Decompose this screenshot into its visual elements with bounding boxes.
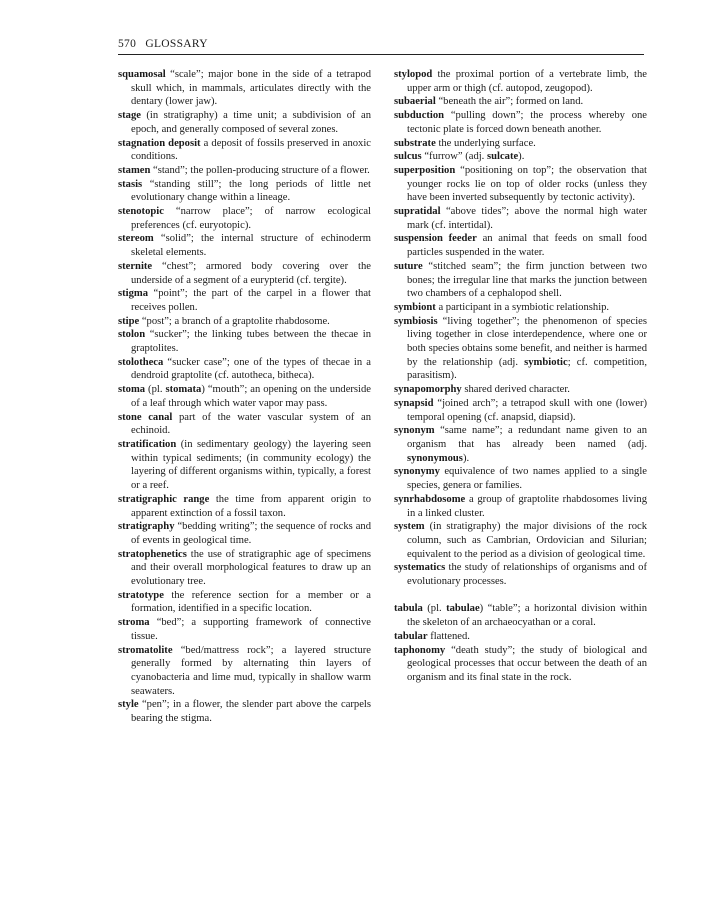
glossary-entry [394, 520, 647, 561]
glossary-entry [394, 465, 647, 492]
glossary-term: stroma [118, 617, 150, 629]
glossary-definition: “death study”; the study of biological and geological processes that occur between the death of an organism and its final state in the rock. [407, 644, 647, 683]
glossary-term: stolon [118, 329, 146, 341]
glossary-term: symbiont [394, 301, 436, 313]
glossary-definition: “sucker case”; one of the types of thecae in a dendroid graptolite (cf. autotheca, bitheca). [131, 356, 371, 382]
glossary-definition: part of the water vascular system of an echinoid. [131, 411, 371, 437]
glossary-entry [394, 561, 647, 588]
glossary-term: stylopod [394, 69, 433, 80]
glossary-entry [118, 356, 371, 383]
glossary-entry [394, 150, 647, 164]
glossary-definition: the study of relationships of organisms and of evolutionary processes. [407, 562, 647, 588]
glossary-term: sulcus [394, 151, 422, 163]
glossary-definition: the underlying surface. [435, 137, 536, 149]
glossary-term: taphonomy [394, 644, 446, 656]
glossary-term: stratotype [118, 589, 164, 601]
glossary-term: stamen [118, 164, 151, 176]
glossary-term: superposition [394, 164, 456, 176]
glossary-entry [394, 137, 647, 151]
glossary-entry [394, 383, 647, 397]
glossary-entry [394, 95, 647, 109]
glossary-entry [118, 548, 371, 589]
glossary-definition: an animal that feeds on small food particles suspended in the water. [407, 233, 647, 259]
glossary-term: synapsid [394, 397, 434, 409]
glossary-term: stenotopic [118, 206, 164, 218]
glossary-term: tabular [394, 630, 428, 642]
glossary-entry [118, 328, 371, 355]
glossary-entry [118, 260, 371, 287]
glossary-term: stratification [118, 438, 177, 450]
glossary-term: subaerial [394, 96, 436, 108]
glossary-definition: (in stratigraphy) a time unit; a subdivision of an epoch, and generally composed of several zones. [131, 110, 371, 135]
glossary-term: stage [118, 110, 141, 122]
glossary-term: stromatolite [118, 644, 173, 656]
glossary-entry [394, 644, 647, 685]
glossary-definition: “living together”; the phenomenon of species living together in close interdependence, where one or both species obtains some benefit, and neither is harmed by the relationship (adj. [407, 315, 647, 368]
glossary-entry [394, 424, 647, 465]
glossary-term: supratidal [394, 206, 441, 218]
glossary-entry [118, 438, 371, 493]
glossary-definition: “joined arch”; a tetrapod skull with one (lower) temporal opening (cf. anapsid, diapsid). [407, 397, 647, 423]
glossary-term: stone canal [118, 411, 173, 423]
glossary-definition: flattened. [427, 630, 470, 642]
glossary-term-variant: symbiotic [524, 356, 568, 368]
glossary-term: stratigraphy [118, 521, 175, 533]
glossary-definition: ; cf. competition, parasitism). [407, 356, 648, 382]
glossary-definition: “pulling down”; the process whereby one tectonic plate is forced down beneath another. [407, 110, 647, 135]
glossary-entry [394, 397, 647, 424]
glossary-entry [118, 383, 371, 410]
glossary-definition: “pen”; in a flower, the slender part above the carpels bearing the stigma. [131, 699, 371, 725]
glossary-term: squamosal [118, 69, 166, 80]
glossary-term: stigma [118, 288, 149, 300]
glossary-term: stipe [118, 315, 140, 327]
glossary-term: synapomorphy [394, 384, 462, 396]
page-number: 570 [118, 38, 137, 50]
glossary-definition: the reference section for a member or a formation, identified in a specific location. [131, 589, 371, 615]
glossary-entry [394, 630, 647, 644]
glossary-entry [118, 698, 371, 725]
glossary-definition: a deposit of fossils preserved in anoxic conditions. [131, 137, 371, 163]
glossary-entry [118, 493, 371, 520]
glossary-definition: “sucker”; the linking tubes between the thecae in graptolites. [131, 329, 371, 355]
glossary-definition: a group of graptolite rhabdosomes living in a linked cluster. [407, 493, 647, 519]
glossary-definition: “stitched seam”; the firm junction between two bones; the irregular line that marks the junction between two chambers of a cephalopod shell. [407, 260, 647, 300]
glossary-entry [118, 232, 371, 259]
glossary-definition: “above tides”; above the normal high water mark (cf. intertidal). [407, 206, 647, 231]
glossary-term: stagnation deposit [118, 137, 201, 149]
glossary-definition: “stand”; the pollen-producing structure of a flower. [150, 164, 370, 176]
glossary-entry [394, 232, 647, 259]
glossary-term: synrhabdosome [394, 493, 466, 505]
glossary-entry [118, 287, 371, 314]
glossary-definition: ). [462, 452, 470, 464]
glossary-term: stoma [118, 384, 146, 396]
glossary-term: stereom [118, 233, 154, 245]
glossary-entry [394, 315, 647, 384]
glossary-entry [394, 301, 647, 315]
glossary-entry [118, 68, 371, 109]
glossary-term: subduction [394, 110, 445, 122]
glossary-entry [394, 109, 647, 136]
glossary-term: systematics [394, 562, 446, 574]
glossary-definition: “scale”; major bone in the side of a tetrapod skull which, in mammals, articulates directly with the dentary (lower jaw). [131, 69, 371, 108]
glossary-definition: “standing still”; the long periods of little net evolutionary change within a lineage. [131, 178, 371, 204]
glossary-term: style [118, 699, 139, 711]
glossary-entry [118, 411, 371, 438]
glossary-term: stratophenetics [118, 548, 187, 560]
glossary-term: sternite [118, 260, 153, 272]
glossary-definition: (pl. [145, 384, 166, 396]
glossary-definition: “bedding writing”; the sequence of rocks and of events in geological time. [131, 521, 371, 546]
glossary-definition: “chest”; armored body covering over the underside of a segment of a eurypterid (cf. tergite). [131, 260, 371, 286]
glossary-entry [394, 68, 647, 95]
glossary-definition: “bed”; a supporting framework of connective tissue. [131, 617, 371, 642]
glossary-term: system [394, 521, 425, 533]
glossary-definition: “post”; a branch of a graptolite rhabdosome. [139, 315, 330, 327]
glossary-term: suspension feeder [394, 233, 477, 245]
glossary-term: substrate [394, 137, 436, 149]
glossary-term-variant: synonymous [407, 452, 463, 464]
glossary-term: synonym [394, 425, 435, 437]
glossary-definition: the proximal portion of a vertebrate limb, the upper arm or thigh (cf. autopod, zeugopod). [407, 69, 647, 94]
glossary-term-variant: stomata [165, 384, 202, 396]
glossary-entry [118, 178, 371, 205]
glossary-entry [394, 493, 647, 520]
glossary-definition: shared derived character. [461, 384, 570, 396]
glossary-definition: (in sedimentary geology) the layering seen within typical sediments; (in community ecology) the layering of different organisms within, typically, a forest or a reef. [131, 438, 371, 492]
glossary-definition: “beneath the air”; formed on land. [435, 96, 584, 108]
glossary-entry [394, 260, 647, 301]
glossary-definition: equivalence of two names applied to a single species, genera or families. [407, 466, 647, 492]
glossary-entry [118, 205, 371, 232]
glossary-definition: ) “mouth”; an opening on the underside of a leaf through which water vapor may pass. [131, 384, 371, 409]
glossary-term-variant: tabulae [446, 603, 480, 615]
glossary-term-variant: sulcate [486, 151, 519, 163]
glossary-term: stratigraphic range [118, 493, 210, 505]
glossary-term: synonymy [394, 466, 440, 478]
glossary-definition: the use of stratigraphic age of specimens and their overall morphological features to draw up an evolutionary tree. [131, 548, 371, 588]
glossary-term: suture [394, 260, 423, 272]
glossary-right-column [394, 68, 647, 685]
glossary-definition: (pl. [422, 603, 447, 615]
glossary-definition: the time from apparent origin to apparent extinction of a fossil taxon. [131, 493, 371, 519]
glossary-definition: “bed/mattress rock”; a layered structure generally formed by alternating thin layers of cyanobacteria and lime mud, typically in shallow warm seawaters. [131, 644, 371, 697]
glossary-term: stolotheca [118, 356, 164, 368]
glossary-term: tabula [394, 603, 423, 615]
glossary-entry [118, 137, 371, 164]
glossary-entry [118, 616, 371, 643]
glossary-definition: “solid”; the internal structure of echinoderm skeletal elements. [131, 233, 371, 259]
glossary-definition: “same name”; a redundant name given to an organism that has already been named (adj. [407, 425, 647, 450]
glossary-term: symbiosis [394, 315, 438, 327]
glossary-entry [118, 164, 371, 178]
glossary-entry [394, 602, 647, 629]
glossary-entry [118, 315, 371, 329]
glossary-entry [118, 644, 371, 699]
page-header [118, 38, 644, 55]
section-title: GLOSSARY [145, 38, 208, 50]
glossary-left-column [118, 68, 371, 726]
glossary-definition: “positioning on top”; the observation that younger rocks lie on top of older rocks (unless they have been inverted subsequently by tectonic activity). [407, 164, 647, 204]
glossary-definition: “narrow place”; of narrow ecological preferences (cf. euryotopic). [131, 206, 371, 231]
glossary-entry [118, 589, 371, 616]
glossary-entry [118, 109, 371, 136]
glossary-definition: “furrow” (adj. [421, 151, 487, 163]
glossary-definition: ). [518, 151, 525, 163]
glossary-definition: (in stratigraphy) the major divisions of the rock column, such as Cambrian, Ordovician and Silurian; equivalent to the period as a division of geological time. [407, 521, 647, 560]
glossary-definition: ) “table”; a horizontal division within the skeleton of an archaeocyathan or a coral. [407, 603, 647, 629]
glossary-entry [394, 205, 647, 232]
glossary-term: stasis [118, 178, 143, 190]
glossary-definition: a participant in a symbiotic relationship. [435, 301, 610, 313]
glossary-entry [394, 164, 647, 205]
glossary-definition: “point”; the part of the carpel in a flower that receives pollen. [131, 288, 371, 313]
glossary-entry [118, 520, 371, 547]
